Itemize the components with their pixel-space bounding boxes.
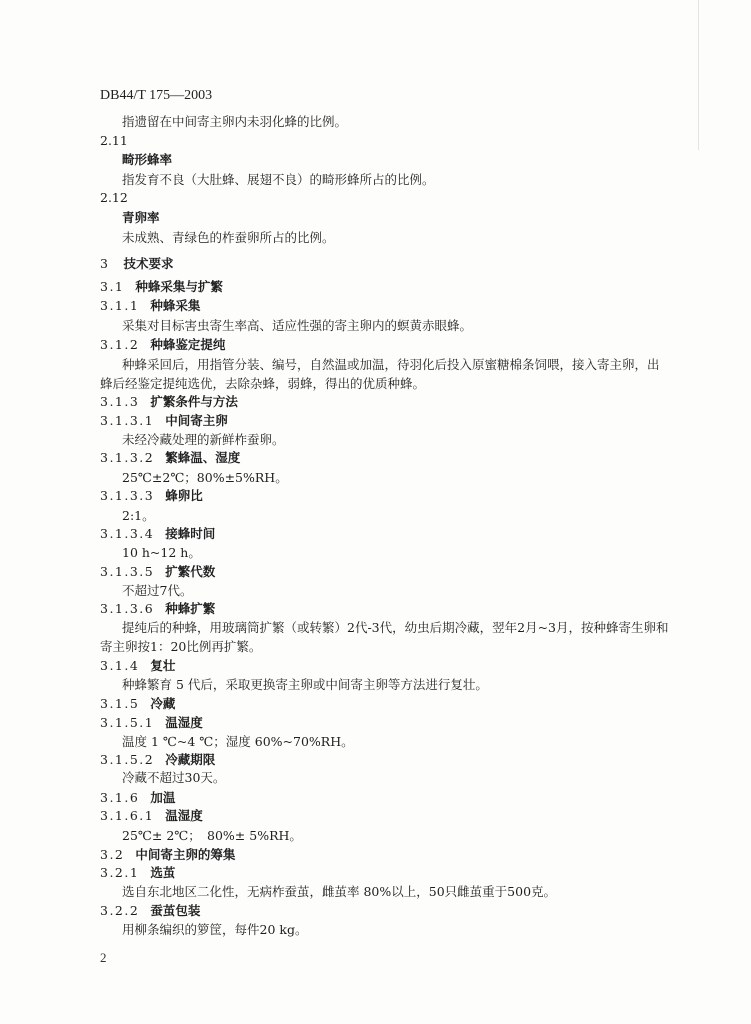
clause-number: 2.11	[100, 133, 128, 148]
paragraph-line: 提纯后的种蜂，用玻璃筒扩繁（或转繁）2代-3代，幼虫后期冷藏，翌年2月~3月，按种蜂寄生卵和	[122, 620, 669, 635]
section-title: 冷藏期限	[165, 752, 216, 767]
section-heading	[100, 280, 223, 294]
section-heading	[100, 565, 215, 579]
section-heading	[100, 904, 200, 918]
paragraph: 不超过7代。	[122, 583, 193, 598]
paragraph: 25℃± 2℃； 80%± 5%RH。	[122, 828, 302, 843]
section-title: 接蜂时间	[165, 526, 216, 541]
section-title: 加温	[150, 790, 176, 805]
paragraph: 25℃±2℃；80%±5%RH。	[122, 470, 288, 485]
section-title: 种蜂扩繁	[165, 601, 216, 616]
section-heading	[100, 791, 175, 805]
section-title: 复壮	[150, 658, 176, 673]
section-heading	[100, 602, 215, 616]
paragraph: 指遗留在中间寄主卵内未羽化蜂的比例。	[122, 114, 348, 129]
paragraph-line: 寄主卵按1：20比例再扩繁。	[100, 639, 262, 654]
section-heading	[100, 257, 173, 271]
clause-number: 2.12	[100, 190, 128, 205]
section-number: 3.1.6.1	[100, 808, 155, 823]
section-heading	[100, 489, 203, 503]
section-number: 3.2	[100, 847, 125, 862]
section-number: 3.1.3.3	[100, 488, 155, 503]
section-title: 扩繁条件与方法	[150, 394, 238, 409]
section-number: 3.1.5	[100, 696, 140, 711]
section-number: 3.1.5.1	[100, 715, 155, 730]
section-title: 中间寄主卵的筹集	[135, 847, 236, 862]
section-title: 蜂卵比	[165, 488, 203, 503]
section-number: 3.1.3.6	[100, 601, 155, 616]
section-number: 3.1.1	[100, 298, 140, 313]
section-number: 3.1	[100, 279, 125, 294]
section-heading	[100, 395, 238, 409]
term: 青卵率	[122, 210, 160, 225]
paragraph: 2:1。	[122, 508, 155, 523]
section-number: 3.1.3.2	[100, 450, 155, 465]
section-heading	[100, 299, 200, 313]
section-heading	[100, 659, 175, 673]
section-title: 种蜂采集与扩繁	[135, 279, 223, 294]
section-number: 3.2.1	[100, 865, 140, 880]
section-heading	[100, 451, 240, 465]
paragraph: 10 h~12 h。	[122, 545, 201, 560]
section-heading	[100, 697, 175, 711]
paragraph: 未经冷藏处理的新鲜柞蚕卵。	[122, 432, 285, 447]
section-number: 3.1.2	[100, 337, 140, 352]
section-title: 选茧	[150, 865, 176, 880]
section-title: 蚕茧包装	[150, 903, 201, 918]
section-title: 种蜂采集	[150, 298, 201, 313]
paragraph: 温度 1 ℃~4 ℃；湿度 60%~70%RH。	[122, 734, 354, 749]
section-title: 繁蜂温、湿度	[165, 450, 241, 465]
paragraph: 选自东北地区二化性，无病柞蚕茧，雌茧率 80%以上，50只雌茧重于500克。	[122, 884, 557, 899]
section-title: 中间寄主卵	[165, 413, 228, 428]
section-number: 3.1.4	[100, 658, 140, 673]
section-heading	[100, 338, 225, 352]
section-title: 扩繁代数	[165, 564, 216, 579]
section-title: 温湿度	[165, 808, 203, 823]
paragraph-line: 蜂后经鉴定提纯选优，去除杂蜂，弱蜂，得出的优质种蜂。	[100, 376, 426, 391]
section-number: 3.1.5.2	[100, 752, 155, 767]
paragraph-line: 种蜂采回后，用指管分装、编号，自然温或加温，待羽化后投入原蜜糖棉条饲喂，接入寄主卵，出	[122, 357, 660, 372]
section-heading	[100, 866, 175, 880]
doc-code-header: DB44/T 175—2003	[100, 88, 213, 103]
scan-edge	[698, 0, 699, 150]
term: 畸形蜂率	[122, 152, 173, 167]
section-number: 3.1.3.1	[100, 413, 155, 428]
section-number: 3.1.6	[100, 790, 140, 805]
section-heading	[100, 753, 215, 767]
definition: 未成熟、青绿色的柞蚕卵所占的比例。	[122, 230, 335, 245]
section-title: 种蜂鉴定提纯	[150, 337, 226, 352]
page-number: 2	[100, 950, 107, 965]
section-title: 冷藏	[150, 696, 176, 711]
section-heading	[100, 716, 203, 730]
section-number: 3.2.2	[100, 903, 140, 918]
definition: 指发育不良（大肚蜂、展翅不良）的畸形蜂所占的比例。	[122, 172, 435, 187]
paragraph: 采集对目标害虫寄生率高、适应性强的寄主卵内的螟黄赤眼蜂。	[122, 318, 473, 333]
section-title: 温湿度	[165, 715, 203, 730]
section-heading	[100, 848, 235, 862]
section-heading	[100, 414, 228, 428]
section-heading	[100, 527, 215, 541]
paragraph: 冷藏不超过30天。	[122, 770, 226, 785]
section-number: 3	[100, 256, 110, 271]
paragraph: 种蜂繁育 5 代后，采取更换寄主卵或中间寄主卵等方法进行复壮。	[122, 677, 488, 692]
section-title: 技术要求	[123, 256, 174, 271]
section-number: 3.1.3	[100, 394, 140, 409]
paragraph: 用柳条编织的箩筐，每件20 kg。	[122, 922, 308, 937]
section-number: 3.1.3.4	[100, 526, 155, 541]
section-heading	[100, 809, 203, 823]
section-number: 3.1.3.5	[100, 564, 155, 579]
